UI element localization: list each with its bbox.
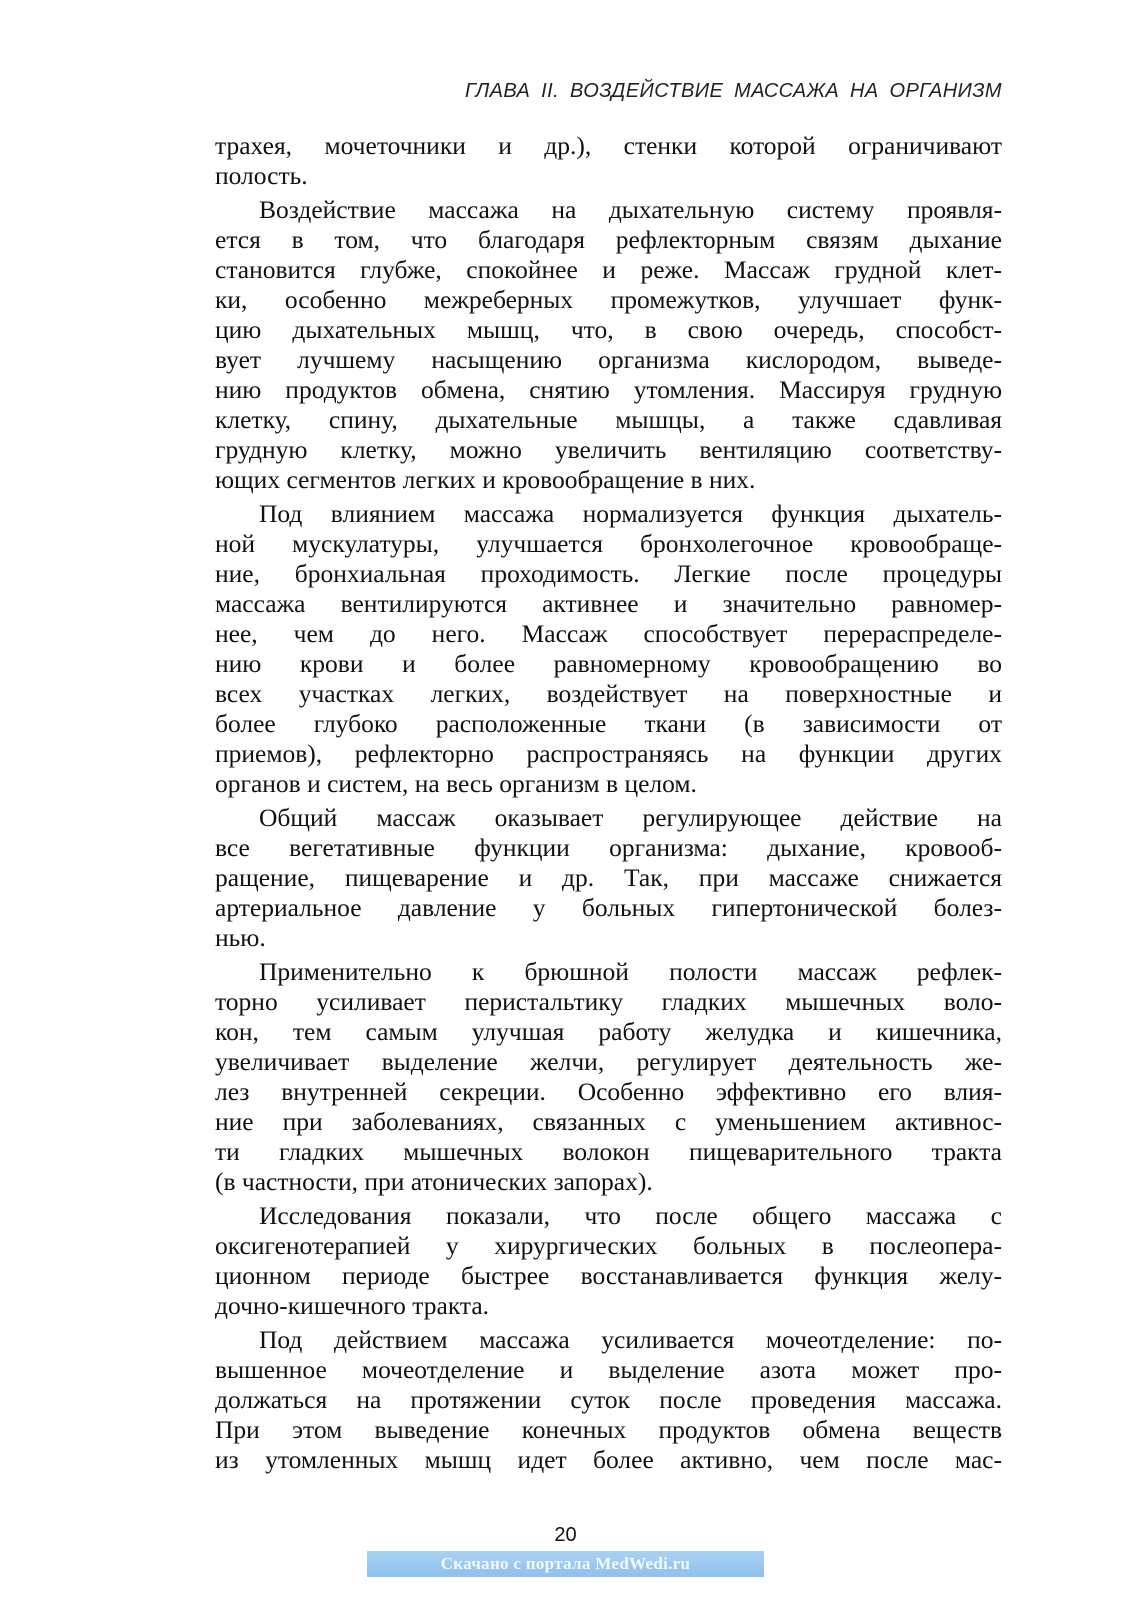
text-line: всех участках легких, воздействует на поверхностные и [215, 679, 1002, 708]
text-line: лез внутренней секреции. Особенно эффективно его влия- [215, 1077, 1002, 1106]
text-line: ти гладких мышечных волокон пищеварительного тракта [215, 1137, 1002, 1166]
text-line: нее, чем до него. Массаж способствует перераспределе- [215, 619, 1002, 648]
text-line: ционном периоде быстрее восстанавливается функция желу- [215, 1261, 1002, 1290]
text-line: из утомленных мышц идет более активно, чем после мас- [215, 1445, 1002, 1474]
paragraph-1 [215, 131, 1002, 191]
text-line: все вегетативные функции организма: дыхание, кровооб- [215, 833, 1002, 862]
text-line: Под влиянием массажа нормализуется функция дыхатель- [259, 499, 1002, 528]
text-line: ной мускулатуры, улучшается бронхолегочное кровообраще- [215, 529, 1002, 558]
body-text [215, 131, 1002, 1479]
text-line: увеличивает выделение желчи, регулирует деятельность же- [215, 1047, 1002, 1076]
text-line: Под действием массажа усиливается мочеотделение: по- [259, 1325, 1002, 1354]
text-line: массажа вентилируются активнее и значительно равномер- [215, 589, 1002, 618]
text-line: Общий массаж оказывает регулирующее действие на [259, 803, 1002, 832]
text-line: клетку, спину, дыхательные мышцы, а также сдавливая [215, 405, 1002, 434]
text-line: вышенное мочеотделение и выделение азота может про- [215, 1355, 1002, 1384]
text-line: ки, особенно межреберных промежутков, улучшает функ- [215, 285, 1002, 314]
text-line: Исследования показали, что после общего массажа с [259, 1201, 1002, 1230]
text-line: более глубоко расположенные ткани (в зависимости от [215, 709, 1002, 738]
text-line: ние, бронхиальная проходимость. Легкие после процедуры [215, 559, 1002, 588]
paragraph-4 [215, 803, 1002, 953]
paragraph-5 [215, 957, 1002, 1197]
running-head: ГЛАВА II. ВОЗДЕЙСТВИЕ МАССАЖА НА ОРГАНИЗМ [464, 80, 1002, 102]
text-line: (в частности, при атонических запорах). [215, 1167, 653, 1196]
text-line: Применительно к брюшной полости массаж рефлек- [259, 957, 1002, 986]
paragraph-6 [215, 1201, 1002, 1321]
text-line: приемов), рефлекторно распространяясь на функции других [215, 739, 1002, 768]
text-line: грудную клетку, можно увеличить вентиляцию соответству- [215, 435, 1002, 464]
text-line: дочно-кишечного тракта. [215, 1291, 490, 1320]
paragraph-7 [215, 1325, 1002, 1475]
text-line: трахея, мочеточники и др.), стенки которой ограничивают [215, 131, 1002, 160]
paragraph-3 [215, 499, 1002, 799]
text-line: нию продуктов обмена, снятию утомления. Массируя грудную [215, 375, 1002, 404]
text-line: органов и систем, на весь организм в целом. [215, 769, 697, 798]
text-line: торно усиливает перистальтику гладких мышечных воло- [215, 987, 1002, 1016]
watermark-banner [367, 1551, 764, 1577]
text-line: цию дыхательных мышц, что, в свою очередь, способст- [215, 315, 1002, 344]
text-line: ется в том, что благодаря рефлекторным связям дыхание [215, 225, 1002, 254]
text-line: полость. [215, 161, 308, 190]
text-line: оксигенотерапией у хирургических больных в послеопера- [215, 1231, 1002, 1260]
paragraph-2 [215, 195, 1002, 495]
text-line: ние при заболеваниях, связанных с уменьшением активнос- [215, 1107, 1002, 1136]
text-line: ращение, пищеварение и др. Так, при массаже снижается [215, 863, 1002, 892]
text-line: становится глубже, спокойнее и реже. Массаж грудной клет- [215, 255, 1002, 284]
text-line: Воздействие массажа на дыхательную систему проявля- [259, 195, 1002, 224]
text-line: ющих сегментов легких и кровообращение в них. [215, 465, 756, 494]
text-line: нью. [215, 923, 266, 952]
text-line: должаться на протяжении суток после проведения массажа. [215, 1385, 1002, 1414]
text-line: кон, тем самым улучшая работу желудка и кишечника, [215, 1017, 1002, 1046]
text-line: артериальное давление у больных гипертонической болез- [215, 893, 1002, 922]
page-number: 20 [554, 1524, 577, 1546]
text-line: нию крови и более равномерному кровообращению во [215, 649, 1002, 678]
watermark-text: Скачано с портала MedWedi.ru [440, 1554, 691, 1573]
text-line: вует лучшему насыщению организма кислородом, выведе- [215, 345, 1002, 374]
text-line: При этом выведение конечных продуктов обмена веществ [215, 1415, 1002, 1444]
